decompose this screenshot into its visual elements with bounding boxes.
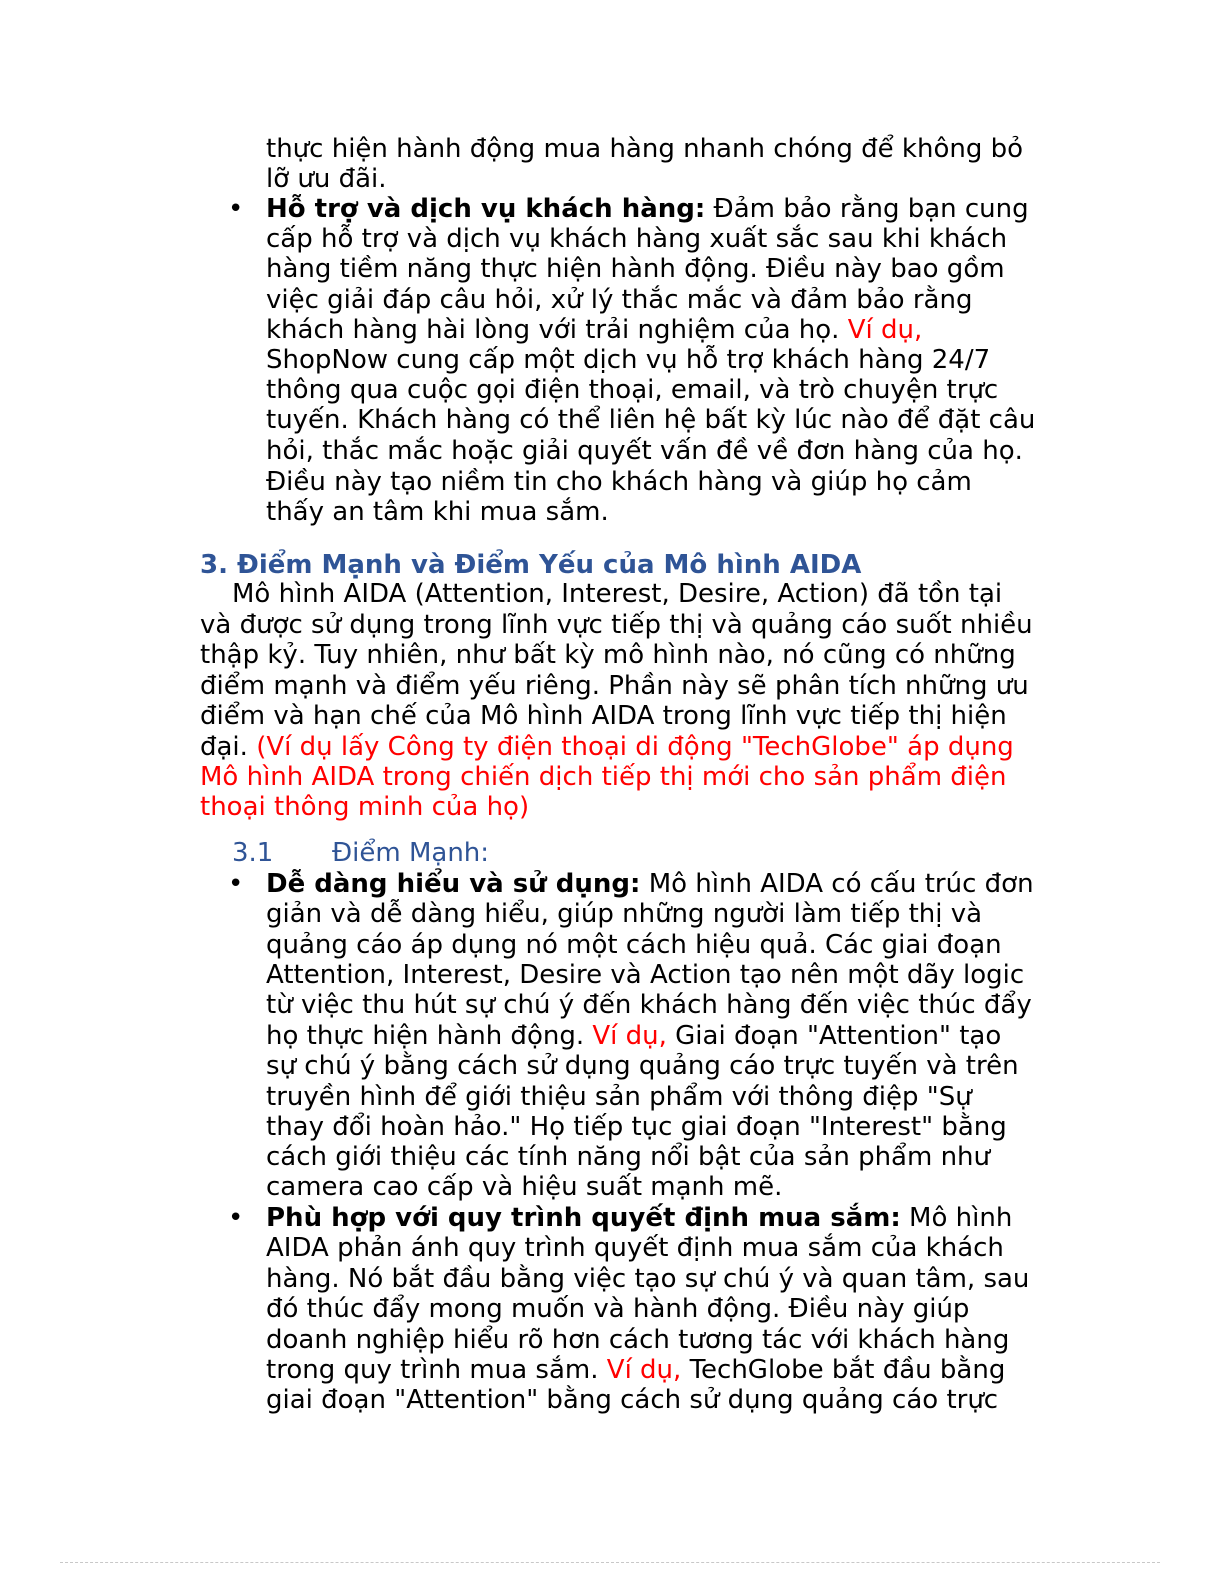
example-label: Ví dụ,: [592, 1021, 667, 1051]
bullet-easy-to-use: [266, 869, 1034, 899]
bullet-text: Giai đoạn "Attention" tạo: [666, 1021, 1002, 1051]
bullet-text: họ thực hiện hành động.: [266, 1021, 593, 1051]
bullet-text-line: giản và dễ dàng hiểu, giúp những người làm tiếp thị và: [266, 899, 983, 929]
bullet-text: Mô hình AIDA có cấu trúc đơn: [640, 869, 1034, 899]
paragraph-line: điểm và hạn chế của Mô hình AIDA trong lĩnh vực tiếp thị hiện: [200, 701, 1007, 731]
bullet-text: Mô hình: [900, 1203, 1013, 1233]
paragraph-text: đại.: [200, 732, 257, 762]
bullet-text: Đảm bảo rằng bạn cung: [705, 194, 1029, 224]
bullet-text-line: việc giải đáp câu hỏi, xử lý thắc mắc và đảm bảo rằng: [266, 285, 973, 315]
bullet-text-line: ShopNow cung cấp một dịch vụ hỗ trợ khách hàng 24/7: [266, 345, 991, 375]
bullet-text-line: truyền hình để giới thiệu sản phẩm với thông điệp "Sự: [266, 1082, 972, 1112]
example-label: Ví dụ,: [606, 1355, 682, 1385]
paragraph-line: [200, 732, 1014, 762]
section-heading: [200, 550, 861, 580]
bullet-label: Hỗ trợ và dịch vụ khách hàng:: [266, 194, 706, 224]
bullet-text-line: đó thúc đẩy mong muốn và hành động. Điều này giúp: [266, 1294, 970, 1324]
heading-number: 3.: [200, 550, 228, 580]
bullet-text-line: Điều này tạo niềm tin cho khách hàng và giúp họ cảm: [266, 467, 972, 497]
bullet-label: Phù hợp với quy trình quyết định mua sắm:: [266, 1203, 901, 1233]
bullet-text: TechGlobe bắt đầu bằng: [681, 1355, 1006, 1385]
bullet-customer-support: [266, 194, 1029, 224]
bullet-marker: •: [228, 869, 244, 899]
bullet-text-line: doanh nghiệp hiểu rõ hơn cách tương tác với khách hàng: [266, 1325, 1010, 1355]
bullet-text: khách hàng hài lòng với trải nghiệm của họ.: [266, 315, 848, 345]
bullet-text-line: tuyến. Khách hàng có thể liên hệ bất kỳ lúc nào để đặt câu: [266, 405, 1036, 435]
example-note-line: thoại thông minh của họ): [200, 792, 530, 822]
bullet-marker: •: [228, 1203, 244, 1233]
bullet-label: Dễ dàng hiểu và sử dụng:: [266, 869, 641, 899]
bullet-text-line: thay đổi hoàn hảo." Họ tiếp tục giai đoạn "Interest" bằng: [266, 1112, 1007, 1142]
continued-text-line: thực hiện hành động mua hàng nhanh chóng để không bỏ: [266, 134, 1024, 164]
bullet-text-line: camera cao cấp và hiệu suất mạnh mẽ.: [266, 1172, 783, 1202]
bullet-text-line: hỏi, thắc mắc hoặc giải quyết vấn đề về đơn hàng của họ.: [266, 436, 1023, 466]
bullet-text-line: quảng cáo áp dụng nó một cách hiệu quả. Các giai đoạn: [266, 930, 1002, 960]
bullet-text-line: hàng tiềm năng thực hiện hành động. Điều này bao gồm: [266, 254, 1005, 284]
bullet-text-line: thấy an tâm khi mua sắm.: [266, 497, 609, 527]
subheading-number: 3.1: [232, 838, 274, 868]
bullet-marker: •: [228, 194, 244, 224]
bullet-text-line: [266, 1355, 1005, 1385]
continued-text-line: lỡ ưu đãi.: [266, 164, 387, 194]
bullet-text-line: sự chú ý bằng cách sử dụng quảng cáo trực tuyến và trên: [266, 1051, 1019, 1081]
bullet-text-line: cấp hỗ trợ và dịch vụ khách hàng xuất sắc sau khi khách: [266, 224, 1008, 254]
heading-title: Điểm Mạnh và Điểm Yếu của Mô hình AIDA: [237, 550, 862, 580]
subheading-title: Điểm Mạnh:: [332, 838, 490, 868]
bullet-text-line: AIDA phản ánh quy trình quyết định mua sắm của khách: [266, 1233, 1004, 1263]
bullet-text-line: hàng. Nó bắt đầu bằng việc tạo sự chú ý và quan tâm, sau: [266, 1264, 1030, 1294]
bullet-text-line: thông qua cuộc gọi điện thoại, email, và trò chuyện trực: [266, 375, 999, 405]
paragraph-line: điểm mạnh và điểm yếu riêng. Phần này sẽ phân tích những ưu: [200, 671, 1029, 701]
bullet-purchase-process: [266, 1203, 1012, 1233]
bullet-text-line: từ việc thu hút sự chú ý đến khách hàng đến việc thúc đẩy: [266, 990, 1032, 1020]
bullet-text-line: [266, 315, 922, 345]
paragraph-line: Mô hình AIDA (Attention, Interest, Desire, Action) đã tồn tại: [232, 579, 1003, 609]
bullet-text-line: Attention, Interest, Desire và Action tạo nên một dãy logic: [266, 960, 1025, 990]
bullet-text-line: cách giới thiệu các tính năng nổi bật của sản phẩm như: [266, 1142, 991, 1172]
example-note: (Ví dụ lấy Công ty điện thoại di động "TechGlobe" áp dụng: [256, 732, 1014, 762]
paragraph-line: và được sử dụng trong lĩnh vực tiếp thị và quảng cáo suốt nhiều: [200, 610, 1033, 640]
page-bottom-divider: [60, 1562, 1160, 1563]
example-label: Ví dụ,: [847, 315, 923, 345]
bullet-text: trong quy trình mua sắm.: [266, 1355, 607, 1385]
bullet-text-line: giai đoạn "Attention" bằng cách sử dụng quảng cáo trực: [266, 1385, 999, 1415]
bullet-text-line: [266, 1021, 1001, 1051]
paragraph-line: thập kỷ. Tuy nhiên, như bất kỳ mô hình nào, nó cũng có những: [200, 640, 1016, 670]
example-note-line: Mô hình AIDA trong chiến dịch tiếp thị mới cho sản phẩm điện: [200, 762, 1007, 792]
